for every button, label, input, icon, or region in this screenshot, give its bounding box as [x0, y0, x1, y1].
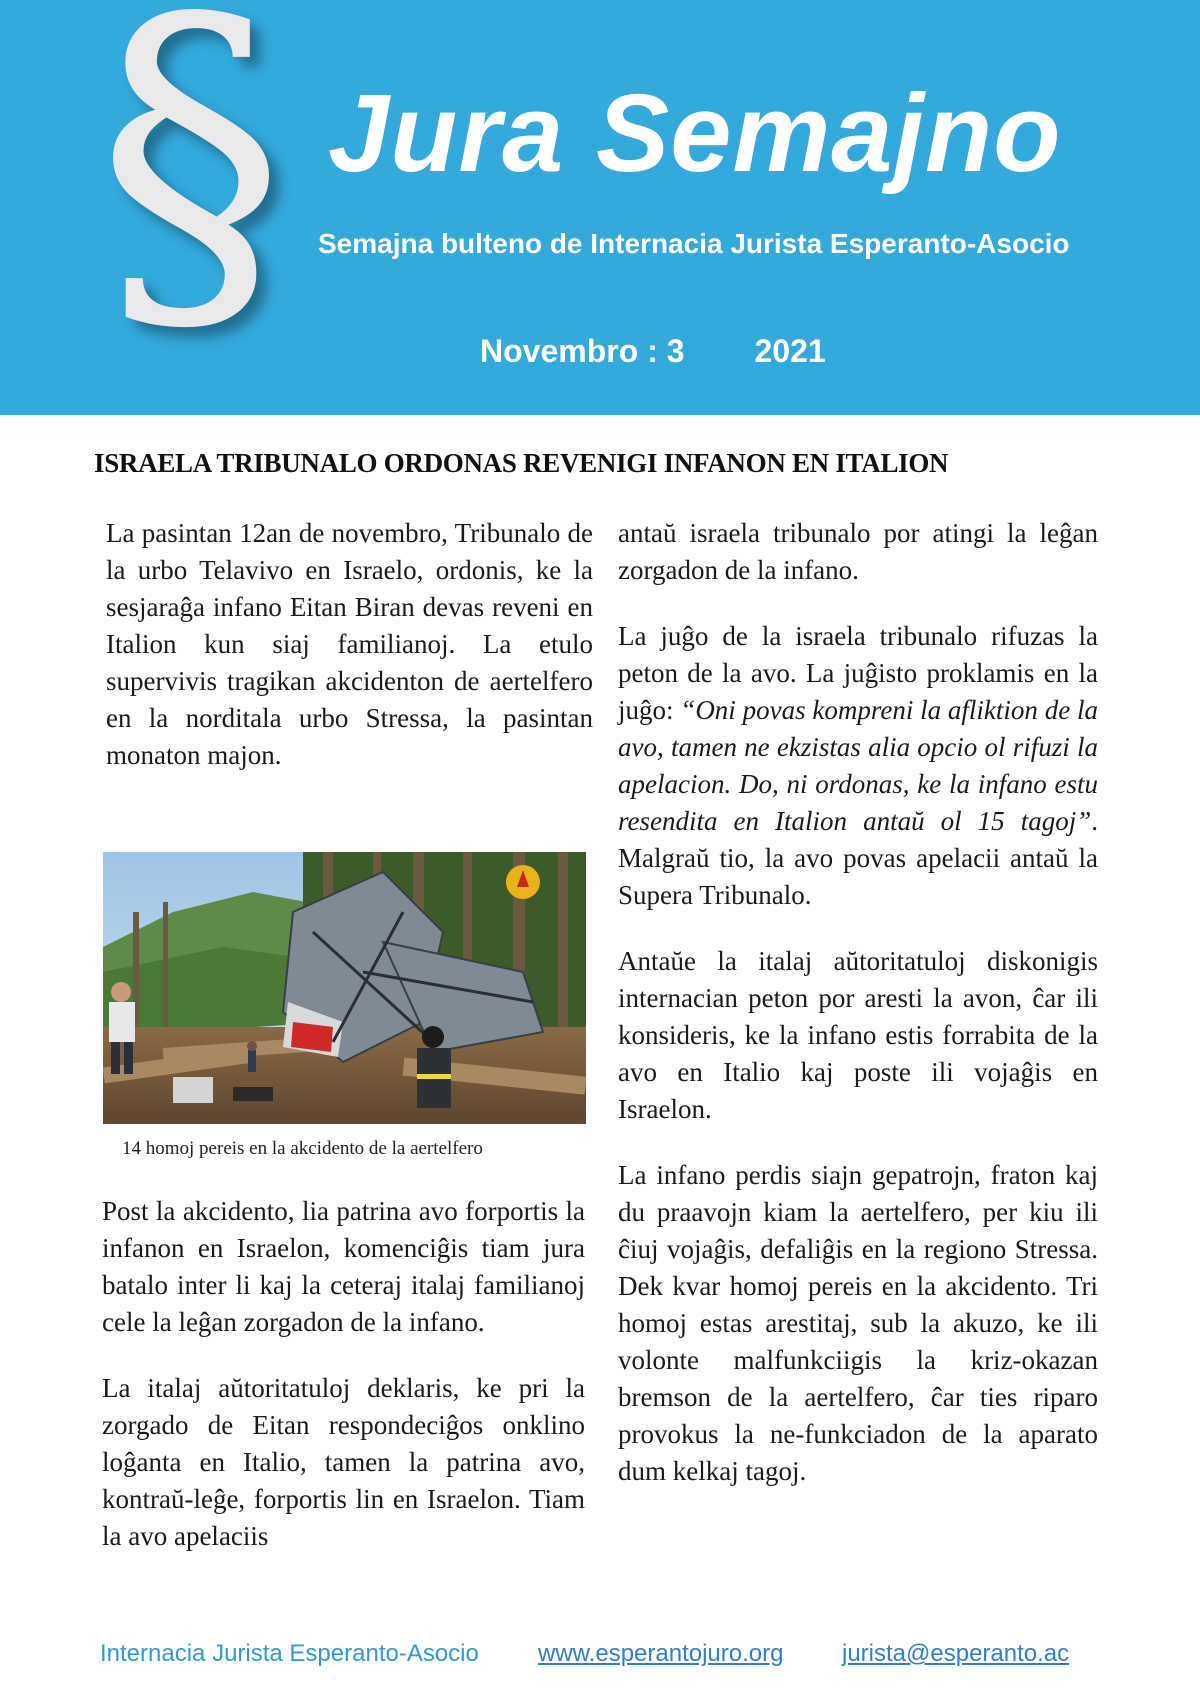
accident-photo: [103, 852, 586, 1124]
footer-website-link[interactable]: www.esperantojuro.org: [538, 1640, 784, 1667]
issue-date: Novembro : 3: [480, 333, 685, 369]
photo-caption: 14 homoj pereis en la akcidento de la aertelfero: [122, 1138, 483, 1159]
left-column-bottom: [102, 1193, 585, 1584]
right-column: [618, 515, 1098, 1519]
judge-quote: “Oni povas kompreni la afliktion de la avo, tamen ne ekzistas alia opcio ol rifuzi la apelacion. Do, ni ordonas, ke la infano estu resendita en Italion antaŭ ol 15 tagoj”: [618, 695, 1098, 836]
paragraph: La pasintan 12an de novembro, Tribunalo de la urbo Telavivo en Israelo, ordonis, ke la sesjaraĝa infano Eitan Biran devas reveni en Italion kun siaj familianoj. La etulo supervivis tragikan akcidenton de aertelfero en la norditala urbo Stressa, la pasintan monaton majon.: [106, 518, 593, 770]
issue-info: [480, 333, 826, 370]
footer-email-link[interactable]: jurista@esperanto.ac: [842, 1640, 1070, 1667]
paragraph-text: La juĝo de la israela tribunalo rifuzas la peton de la avo. La juĝisto proklamis en la juĝo:: [618, 621, 1098, 725]
newsletter-title: Jura Semajno: [328, 72, 1062, 195]
paragraph: La infano perdis siajn gepatrojn, fraton kaj du praavojn kiam la aertelfero, per kiu ili ĉiuj vojaĝis, defaliĝis en la regiono Stressa. Dek kvar homoj pereis en la akcidento. Tri homoj estas arestitaj, sub la akuzo, ke ili volonte malfunkciigis la kriz-okazan bremson de la aertelfero, ĉar ties riparo provokus la ne-funkciadon de la aparato dum kelkaj tagoj.: [618, 1160, 1098, 1486]
header-banner: [0, 0, 1200, 415]
issue-year: 2021: [754, 333, 826, 369]
section-sign-logo: §: [96, 0, 286, 381]
paragraph: Antaŭe la italaj aŭtoritatuloj diskonigis internacian peton por aresti la avon, ĉar ili konsideris, ke la infano estis forrabita de la avo en Italio kaj poste ili vojaĝis en Israelon.: [618, 946, 1098, 1124]
newsletter-subtitle: Semajna bulteno de Internacia Jurista Esperanto-Asocio: [318, 228, 1070, 259]
footer-organization: Internacia Jurista Esperanto-Asocio: [100, 1640, 479, 1667]
paragraph-with-quote: [618, 618, 1098, 914]
paragraph-text: . Malgraŭ tio, la avo povas apelacii antaŭ la Supera Tribunalo.: [618, 806, 1098, 910]
paragraph: Post la akcidento, lia patrina avo forportis la infanon en Israelon, komenciĝis tiam jura batalo inter li kaj la ceteraj italaj familianoj cele la leĝan zorgadon de la infano.: [102, 1196, 585, 1337]
paragraph: antaŭ israela tribunalo por atingi la leĝan zorgadon de la infano.: [618, 518, 1098, 585]
article-headline: ISRAELA TRIBUNALO ORDONAS REVENIGI INFANON EN ITALION: [94, 448, 949, 478]
paragraph: La italaj aŭtoritatuloj deklaris, ke pri la zorgado de Eitan respondeciĝos onklino loĝanta en Italio, tamen la patrina avo, kontraŭ-leĝe, forportis lin en Israelon. Tiam la avo apelaciis: [102, 1373, 585, 1551]
left-column-top: [106, 515, 593, 803]
